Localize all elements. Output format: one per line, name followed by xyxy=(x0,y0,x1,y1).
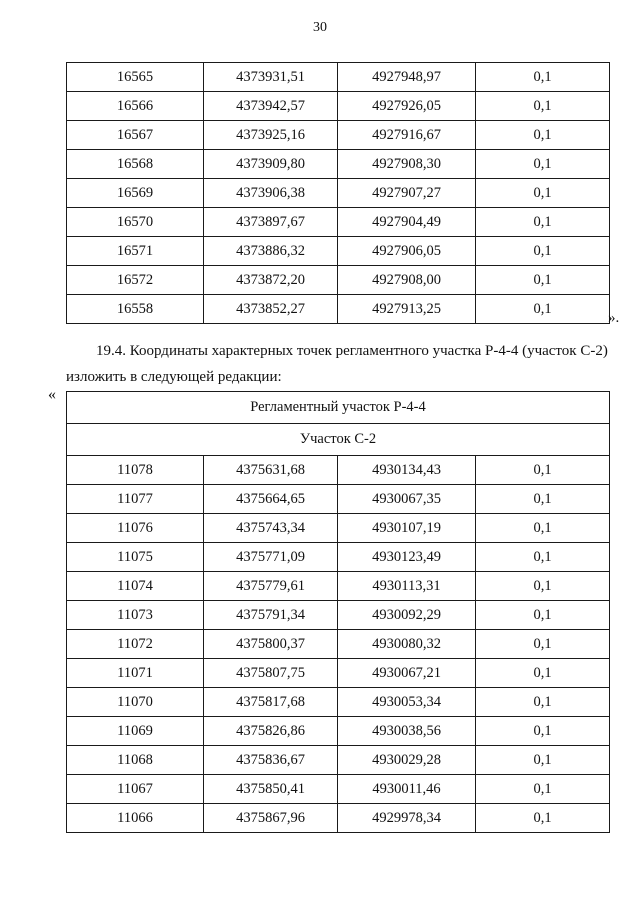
x-coordinate-cell: 4375791,34 xyxy=(204,601,338,630)
y-coordinate-cell: 4927948,97 xyxy=(338,63,476,92)
closing-quote-mark: ». xyxy=(608,310,620,326)
x-coordinate-cell: 4375867,96 xyxy=(204,804,338,833)
page-number: 30 xyxy=(313,20,327,35)
y-coordinate-cell: 4927908,00 xyxy=(338,266,476,295)
table-row xyxy=(67,775,610,804)
x-coordinate-cell: 4375664,65 xyxy=(204,485,338,514)
y-coordinate-cell: 4930053,34 xyxy=(338,688,476,717)
point-number-cell: 11072 xyxy=(67,630,204,659)
point-number-cell: 11077 xyxy=(67,485,204,514)
table-row xyxy=(67,150,610,179)
accuracy-cell: 0,1 xyxy=(476,543,610,572)
accuracy-cell: 0,1 xyxy=(476,775,610,804)
y-coordinate-cell: 4930011,46 xyxy=(338,775,476,804)
y-coordinate-cell: 4927913,25 xyxy=(338,295,476,324)
point-number-cell: 16572 xyxy=(67,266,204,295)
y-coordinate-cell: 4927926,05 xyxy=(338,92,476,121)
x-coordinate-cell: 4373897,67 xyxy=(204,208,338,237)
point-number-cell: 11069 xyxy=(67,717,204,746)
table-row xyxy=(67,514,610,543)
x-coordinate-cell: 4373852,27 xyxy=(204,295,338,324)
x-coordinate-cell: 4375743,34 xyxy=(204,514,338,543)
x-coordinate-cell: 4375771,09 xyxy=(204,543,338,572)
y-coordinate-cell: 4930038,56 xyxy=(338,717,476,746)
accuracy-cell: 0,1 xyxy=(476,601,610,630)
point-number-cell: 16568 xyxy=(67,150,204,179)
accuracy-cell: 0,1 xyxy=(476,295,610,324)
point-number-cell: 16571 xyxy=(67,237,204,266)
table-row xyxy=(67,208,610,237)
y-coordinate-cell: 4929978,34 xyxy=(338,804,476,833)
table-row xyxy=(67,456,610,485)
y-coordinate-cell: 4927906,05 xyxy=(338,237,476,266)
table-row xyxy=(67,543,610,572)
point-number-cell: 11075 xyxy=(67,543,204,572)
x-coordinate-cell: 4375817,68 xyxy=(204,688,338,717)
table-row xyxy=(67,804,610,833)
point-number-cell: 11076 xyxy=(67,514,204,543)
x-coordinate-cell: 4373872,20 xyxy=(204,266,338,295)
y-coordinate-cell: 4930029,28 xyxy=(338,746,476,775)
y-coordinate-cell: 4927904,49 xyxy=(338,208,476,237)
point-number-cell: 16570 xyxy=(67,208,204,237)
point-number-cell: 11074 xyxy=(67,572,204,601)
accuracy-cell: 0,1 xyxy=(476,456,610,485)
accuracy-cell: 0,1 xyxy=(476,630,610,659)
point-number-cell: 16567 xyxy=(67,121,204,150)
y-coordinate-cell: 4930067,21 xyxy=(338,659,476,688)
table-row xyxy=(67,266,610,295)
y-coordinate-cell: 4927907,27 xyxy=(338,179,476,208)
table-row xyxy=(67,121,610,150)
table-row xyxy=(67,688,610,717)
table-row xyxy=(67,63,610,92)
coordinates-table-p-4-4 xyxy=(66,391,610,833)
table-row xyxy=(67,237,610,266)
point-number-cell: 16565 xyxy=(67,63,204,92)
x-coordinate-cell: 4375631,68 xyxy=(204,456,338,485)
accuracy-cell: 0,1 xyxy=(476,121,610,150)
y-coordinate-cell: 4930107,19 xyxy=(338,514,476,543)
table-title-cell: Регламентный участок Р-4-4 xyxy=(67,392,610,424)
accuracy-cell: 0,1 xyxy=(476,92,610,121)
y-coordinate-cell: 4930113,31 xyxy=(338,572,476,601)
table-subtitle-cell: Участок С-2 xyxy=(67,424,610,456)
x-coordinate-cell: 4375779,61 xyxy=(204,572,338,601)
table-body xyxy=(67,392,610,833)
x-coordinate-cell: 4375850,41 xyxy=(204,775,338,804)
table-row xyxy=(67,717,610,746)
table-row xyxy=(67,295,610,324)
point-number-cell: 16569 xyxy=(67,179,204,208)
point-number-cell: 11067 xyxy=(67,775,204,804)
y-coordinate-cell: 4927916,67 xyxy=(338,121,476,150)
table-header-row xyxy=(67,392,610,424)
accuracy-cell: 0,1 xyxy=(476,150,610,179)
opening-quote-mark: « xyxy=(48,386,56,403)
accuracy-cell: 0,1 xyxy=(476,179,610,208)
table-row xyxy=(67,485,610,514)
point-number-cell: 11066 xyxy=(67,804,204,833)
accuracy-cell: 0,1 xyxy=(476,572,610,601)
accuracy-cell: 0,1 xyxy=(476,746,610,775)
table-row xyxy=(67,630,610,659)
point-number-cell: 16558 xyxy=(67,295,204,324)
point-number-cell: 11068 xyxy=(67,746,204,775)
point-number-cell: 11070 xyxy=(67,688,204,717)
x-coordinate-cell: 4373909,80 xyxy=(204,150,338,179)
paragraph-line-1: 19.4. Координаты характерных точек регламентного участка Р-4-4 (участок С-2) xyxy=(96,343,608,359)
coordinates-table-continued xyxy=(66,62,610,324)
table-row xyxy=(67,746,610,775)
x-coordinate-cell: 4373942,57 xyxy=(204,92,338,121)
table-row xyxy=(67,92,610,121)
x-coordinate-cell: 4375800,37 xyxy=(204,630,338,659)
y-coordinate-cell: 4930080,32 xyxy=(338,630,476,659)
y-coordinate-cell: 4930123,49 xyxy=(338,543,476,572)
accuracy-cell: 0,1 xyxy=(476,688,610,717)
table-row xyxy=(67,572,610,601)
accuracy-cell: 0,1 xyxy=(476,514,610,543)
accuracy-cell: 0,1 xyxy=(476,804,610,833)
accuracy-cell: 0,1 xyxy=(476,266,610,295)
table-row xyxy=(67,659,610,688)
x-coordinate-cell: 4373886,32 xyxy=(204,237,338,266)
y-coordinate-cell: 4927908,30 xyxy=(338,150,476,179)
x-coordinate-cell: 4375836,67 xyxy=(204,746,338,775)
table-row xyxy=(67,601,610,630)
table-body xyxy=(67,63,610,324)
point-number-cell: 11078 xyxy=(67,456,204,485)
accuracy-cell: 0,1 xyxy=(476,717,610,746)
point-number-cell: 11071 xyxy=(67,659,204,688)
point-number-cell: 16566 xyxy=(67,92,204,121)
x-coordinate-cell: 4373931,51 xyxy=(204,63,338,92)
table-header-row xyxy=(67,424,610,456)
accuracy-cell: 0,1 xyxy=(476,485,610,514)
accuracy-cell: 0,1 xyxy=(476,237,610,266)
point-number-cell: 11073 xyxy=(67,601,204,630)
x-coordinate-cell: 4375826,86 xyxy=(204,717,338,746)
x-coordinate-cell: 4373906,38 xyxy=(204,179,338,208)
table-row xyxy=(67,179,610,208)
y-coordinate-cell: 4930092,29 xyxy=(338,601,476,630)
y-coordinate-cell: 4930134,43 xyxy=(338,456,476,485)
y-coordinate-cell: 4930067,35 xyxy=(338,485,476,514)
accuracy-cell: 0,1 xyxy=(476,63,610,92)
accuracy-cell: 0,1 xyxy=(476,659,610,688)
x-coordinate-cell: 4375807,75 xyxy=(204,659,338,688)
paragraph-line-2: изложить в следующей редакции: xyxy=(66,369,282,385)
accuracy-cell: 0,1 xyxy=(476,208,610,237)
x-coordinate-cell: 4373925,16 xyxy=(204,121,338,150)
